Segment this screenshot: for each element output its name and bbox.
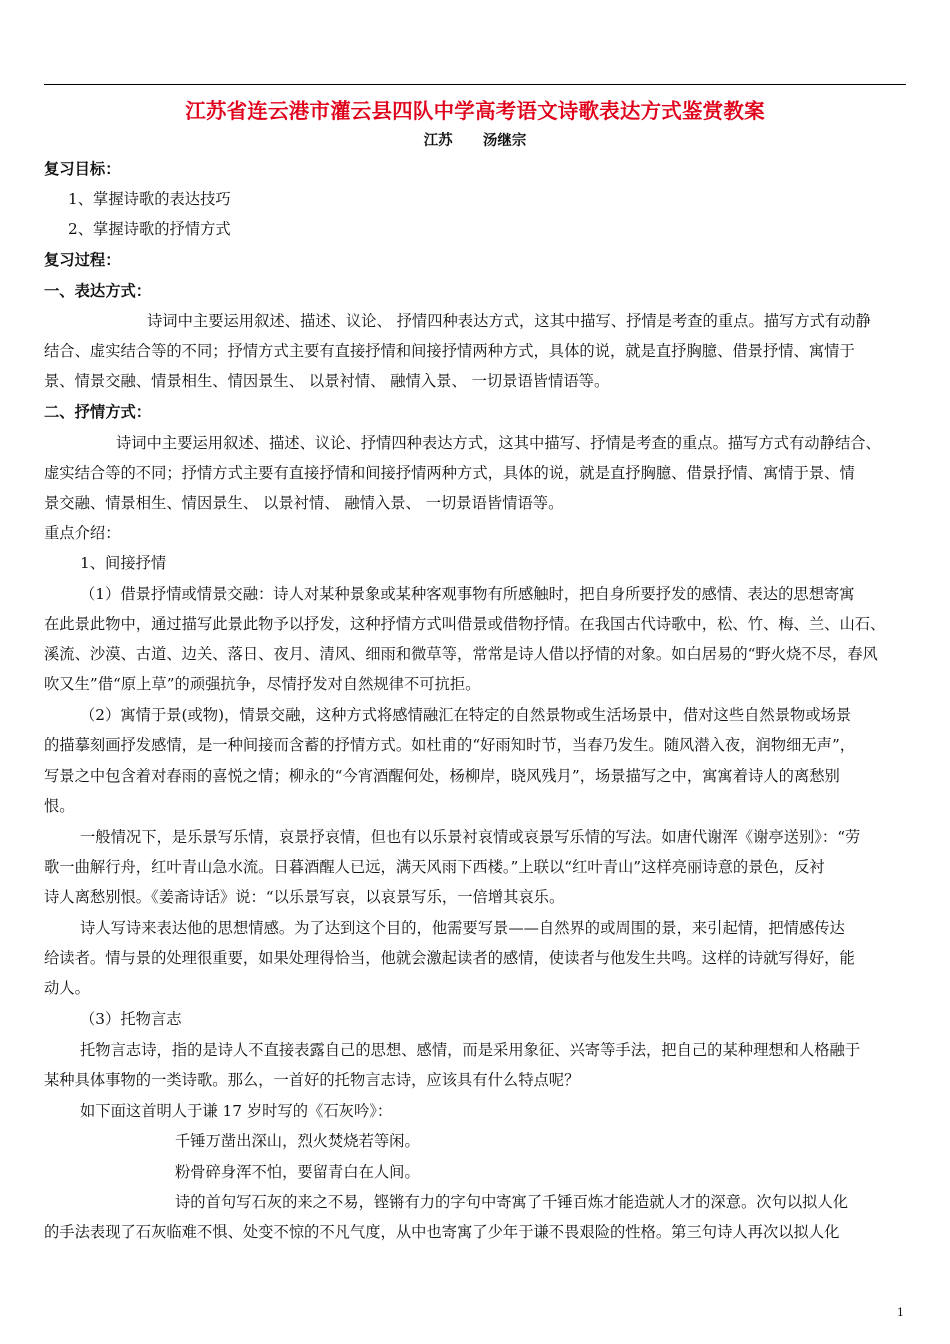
poem-line: 粉骨碎身浑不怕，要留青白在人间。 bbox=[175, 1163, 420, 1181]
para4-line: 动人。 bbox=[44, 979, 90, 997]
header-rule bbox=[44, 84, 906, 85]
section1-line: 景、情景交融、情景相生、情因景生、 以景衬情、 融情入景、 一切景语皆情语等。 bbox=[44, 372, 610, 390]
review-goal-heading: 复习目标： bbox=[44, 160, 121, 178]
section1-line: 诗词中主要运用叙述、描述、议论、 抒情四种表达方式，这其中描写、抒情是考查的重点。描写方式有动静 bbox=[147, 312, 871, 330]
para1-line: （1）借景抒情或情景交融：诗人对某种景象或某种客观事物有所感触时，把自身所要抒发的感情、表达的思想寄寓 bbox=[80, 585, 855, 603]
review-process-heading: 复习过程： bbox=[44, 251, 121, 269]
para2-line: 的描摹刻画抒发感情，是一种间接而含蓄的抒情方式。如杜甫的“好雨知时节，当春乃发生。随风潜入夜，润物细无声”， bbox=[44, 736, 856, 754]
para7-line: 诗的首句写石灰的来之不易，铿锵有力的字句中寄寓了千锤百炼才能造就人才的深意。次句以拟人化 bbox=[175, 1193, 849, 1211]
para2-line: （2）寓情于景(或物)，情景交融，这种方式将感情融汇在特定的自然景物或生活场景中，借对这些自然景物或场景 bbox=[80, 706, 852, 724]
document-title: 江苏省连云港市灌云县四队中学高考语文诗歌表达方式鉴赏教案 bbox=[185, 99, 765, 123]
review-goal-item: 2、掌握诗歌的抒情方式 bbox=[68, 220, 231, 238]
section1-line: 结合、虚实结合等的不同；抒情方式主要有直接抒情和间接抒情两种方式，具体的说，就是直抒胸臆、借景抒情、寓情于 bbox=[44, 342, 855, 360]
review-goal-item: 1、掌握诗歌的表达技巧 bbox=[68, 190, 231, 208]
para2-line: 恨。 bbox=[44, 797, 75, 815]
para4-line: 给读者。情与景的处理很重要，如果处理得恰当，他就会激起读者的感情，使读者与他发生共鸣。这样的诗就写得好，能 bbox=[44, 949, 855, 967]
section2-line: 景交融、情景相生、情因景生、 以景衬情、 融情入景、 一切景语皆情语等。 bbox=[44, 494, 564, 512]
focus-intro: 重点介绍： bbox=[44, 524, 121, 542]
para3-line: 诗人离愁别恨。《姜斋诗话》说：“以乐景写哀，以哀景写乐，一倍增其哀乐。 bbox=[44, 888, 565, 906]
para5-line: 某种具体事物的一类诗歌。那么，一首好的托物言志诗，应该具有什么特点呢？ bbox=[44, 1071, 580, 1089]
para1-line: 在此景此物中，通过描写此景此物予以抒发，这种抒情方式叫借景或借物抒情。在我国古代诗歌中，松、竹、梅、兰、山石、 bbox=[44, 615, 886, 633]
para7-line: 的手法表现了石灰临难不惧、处变不惊的不凡气度，从中也寄寓了少年于谦不畏艰险的性格。第三句诗人再次以拟人化 bbox=[44, 1223, 840, 1241]
para1-line: 溪流、沙漠、古道、边关、落日、夜月、清风、细雨和微草等，常常是诗人借以抒情的对象。如白居易的“野火烧不尽，春风 bbox=[44, 645, 878, 663]
para2-line: 写景之中包含着对春雨的喜悦之情；柳永的“今宵酒醒何处，杨柳岸，晓风残月”，场景描写之中，寓寓着诗人的离愁别 bbox=[44, 767, 840, 785]
section1-heading: 一、表达方式： bbox=[44, 282, 152, 300]
para5-line: 托物言志诗，指的是诗人不直接表露自己的思想、感情，而是采用象征、兴寄等手法，把自己的某种理想和人格融于 bbox=[80, 1041, 861, 1059]
section2-line: 虚实结合等的不同；抒情方式主要有直接抒情和间接抒情两种方式，具体的说，就是直抒胸臆、借景抒情、寓情于景、情 bbox=[44, 464, 855, 482]
para3-line: 歌一曲解行舟，红叶青山急水流。日暮酒醒人已远，满天风雨下西楼。”上联以“红叶青山”这样亮丽诗意的景色，反衬 bbox=[44, 858, 825, 876]
para3-line: 一般情况下，是乐景写乐情，哀景抒哀情，但也有以乐景衬哀情或哀景写乐情的写法。如唐代谢浑《谢亭送别》：“劳 bbox=[80, 828, 861, 846]
poem-line: 千锤万凿出深山，烈火焚烧若等闲。 bbox=[175, 1132, 420, 1150]
section2-heading: 二、抒情方式： bbox=[44, 403, 152, 421]
sub3-heading: （3）托物言志 bbox=[80, 1010, 182, 1028]
indirect-heading: 1、间接抒情 bbox=[80, 554, 167, 572]
para6: 如下面这首明人于谦 17 岁时写的《石灰吟》： bbox=[80, 1102, 393, 1120]
page-number: 1 bbox=[897, 1306, 904, 1319]
para1-line: 吹又生”借“原上草”的顽强抗争，尽情抒发对自然规律不可抗拒。 bbox=[44, 675, 481, 693]
para4-line: 诗人写诗来表达他的思想情感。为了达到这个目的，他需要写景——自然界的或周围的景，来引起情，把情感传达 bbox=[80, 919, 845, 937]
section2-line: 诗词中主要运用叙述、描述、议论、抒情四种表达方式，这其中描写、抒情是考查的重点。描写方式有动静结合、 bbox=[116, 434, 881, 452]
author-line: 江苏 汤继宗 bbox=[423, 133, 527, 149]
